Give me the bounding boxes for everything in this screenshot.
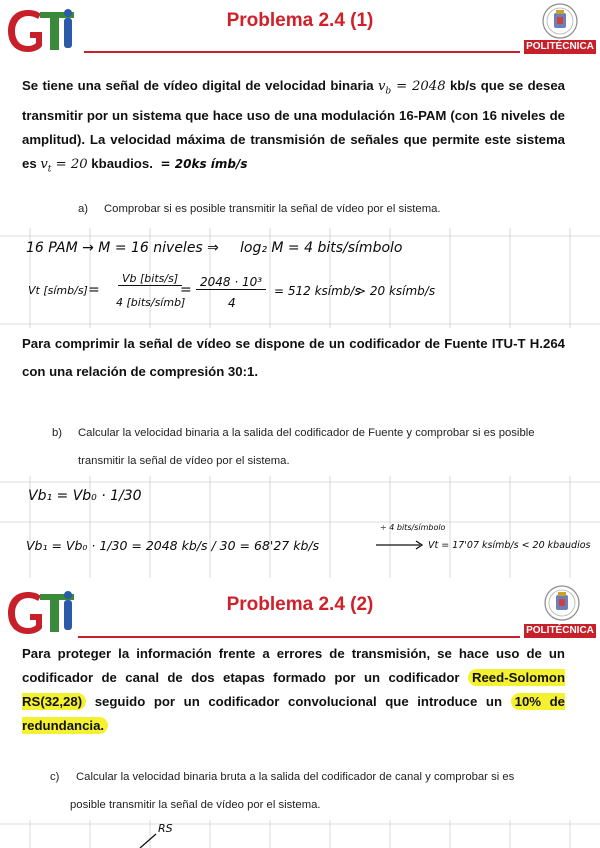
channel-coding-statement (22, 642, 565, 738)
hw-a-line1-left: 16 PAM → M = 16 niveles ⇒ (26, 240, 219, 256)
question-b-text-line2: transmitir la señal de vídeo por el sistema. (78, 455, 290, 467)
question-b-text-line1: Calcular la velocidad binaria a la salida del codificador de Fuente y comprobar si es posible (78, 427, 535, 439)
question-c-label: c) (50, 771, 60, 783)
vb-subscript: b (385, 86, 392, 97)
slide-problem-2-4-part-2 (0, 578, 600, 848)
hw-a-line1-right: log₂ M = 4 bits/símbolo (240, 240, 403, 256)
hw-a-den2: 4 (228, 296, 236, 310)
vt-value: = 20 (51, 156, 88, 172)
title-underline (78, 636, 520, 638)
hw-a-vt-lhs: Vt [símb/s] (28, 284, 88, 297)
question-c-text-line1: Calcular la velocidad binaria bruta a la salida del codificador de canal y comprobar si es (76, 771, 515, 783)
problem-statement (22, 74, 565, 181)
page-title: Problema 2.4 (1) (226, 10, 374, 31)
vb-symbol: v (377, 79, 386, 94)
upm-shield-icon (541, 2, 579, 40)
question-a (78, 198, 441, 220)
university-label: POLITÉCNICA (524, 40, 596, 54)
hw-b-line2-right: Vt = 17'07 ksímb/s < 20 kbaudios (428, 540, 591, 551)
highlight-redundancy: 10% de redundancia. (22, 694, 565, 733)
hw-b-line1: Vb₁ = Vb₀ · 1/30 (28, 488, 142, 504)
upm-shield-icon (543, 584, 581, 622)
question-b (52, 422, 582, 472)
vt-symbol: v (40, 156, 48, 172)
handwritten-note-baud: = 20ks ímb/s (160, 156, 248, 171)
vt-subscript: t (47, 164, 52, 175)
statement-part-1: Se tiene una señal de vídeo digital de velocidad binaria (22, 78, 378, 93)
question-b-label: b) (52, 427, 63, 439)
arrow-right-icon (376, 540, 424, 550)
hw-a-eq2: = (180, 282, 192, 298)
vb-value: = 2048 (391, 79, 446, 94)
question-a-label: a) (78, 203, 89, 215)
page-title: Problema 2.4 (2) (226, 594, 374, 615)
university-label: POLITÉCNICA (524, 624, 596, 638)
compression-statement: Para comprimir la señal de vídeo se dispone de un codificador de Fuente ITU-T H.264 con una relación de compresión 30:1. (22, 336, 565, 379)
handwriting-grid-c (0, 820, 600, 848)
hw-a-res1: = 512 ksímb/s (274, 284, 361, 298)
question-c (50, 766, 580, 816)
hw-a-den1: 4 [bits/símb] (116, 296, 186, 309)
statement-part-3: kbaudios. (87, 155, 153, 171)
hw-c-note: RS (158, 822, 173, 835)
hw-b-arrow-note: ÷ 4 bits/símbolo (380, 523, 446, 532)
hw-a-num2: 2048 · 10³ (196, 275, 266, 290)
title-underline (84, 51, 520, 53)
hw-b-line2-left: Vb₁ = Vb₀ · 1/30 = 2048 kb/s / 30 = 68'27 kb/s (26, 538, 320, 553)
question-a-text: Comprobar si es posible transmitir la señal de vídeo por el sistema. (104, 203, 441, 215)
statement-part-2: kb/s que se desea transmitir por un sistema que hace uso de una modulación 16-PAM (con 16 niveles de amplitud). La velocidad máxima de transmisión de señales que permite este sistema es (22, 78, 565, 171)
hw-a-eq1: = (88, 282, 100, 298)
hw-a-res2: > 20 ksímb/s (356, 284, 436, 298)
highlight-reed-solomon: Reed-Solomon RS(32,28) (22, 670, 565, 709)
statement-part-2: seguido por un codificador convolucional que introduce un (86, 694, 511, 709)
statement-part-1: Para proteger la información frente a errores de transmisión, se hace uso de un codificador de canal de dos etapas formado por un codificador (22, 646, 565, 685)
question-c-text-line2: posible transmitir la señal de vídeo por el sistema. (70, 799, 321, 811)
hw-a-num1: Vb [bits/s] (118, 272, 182, 286)
